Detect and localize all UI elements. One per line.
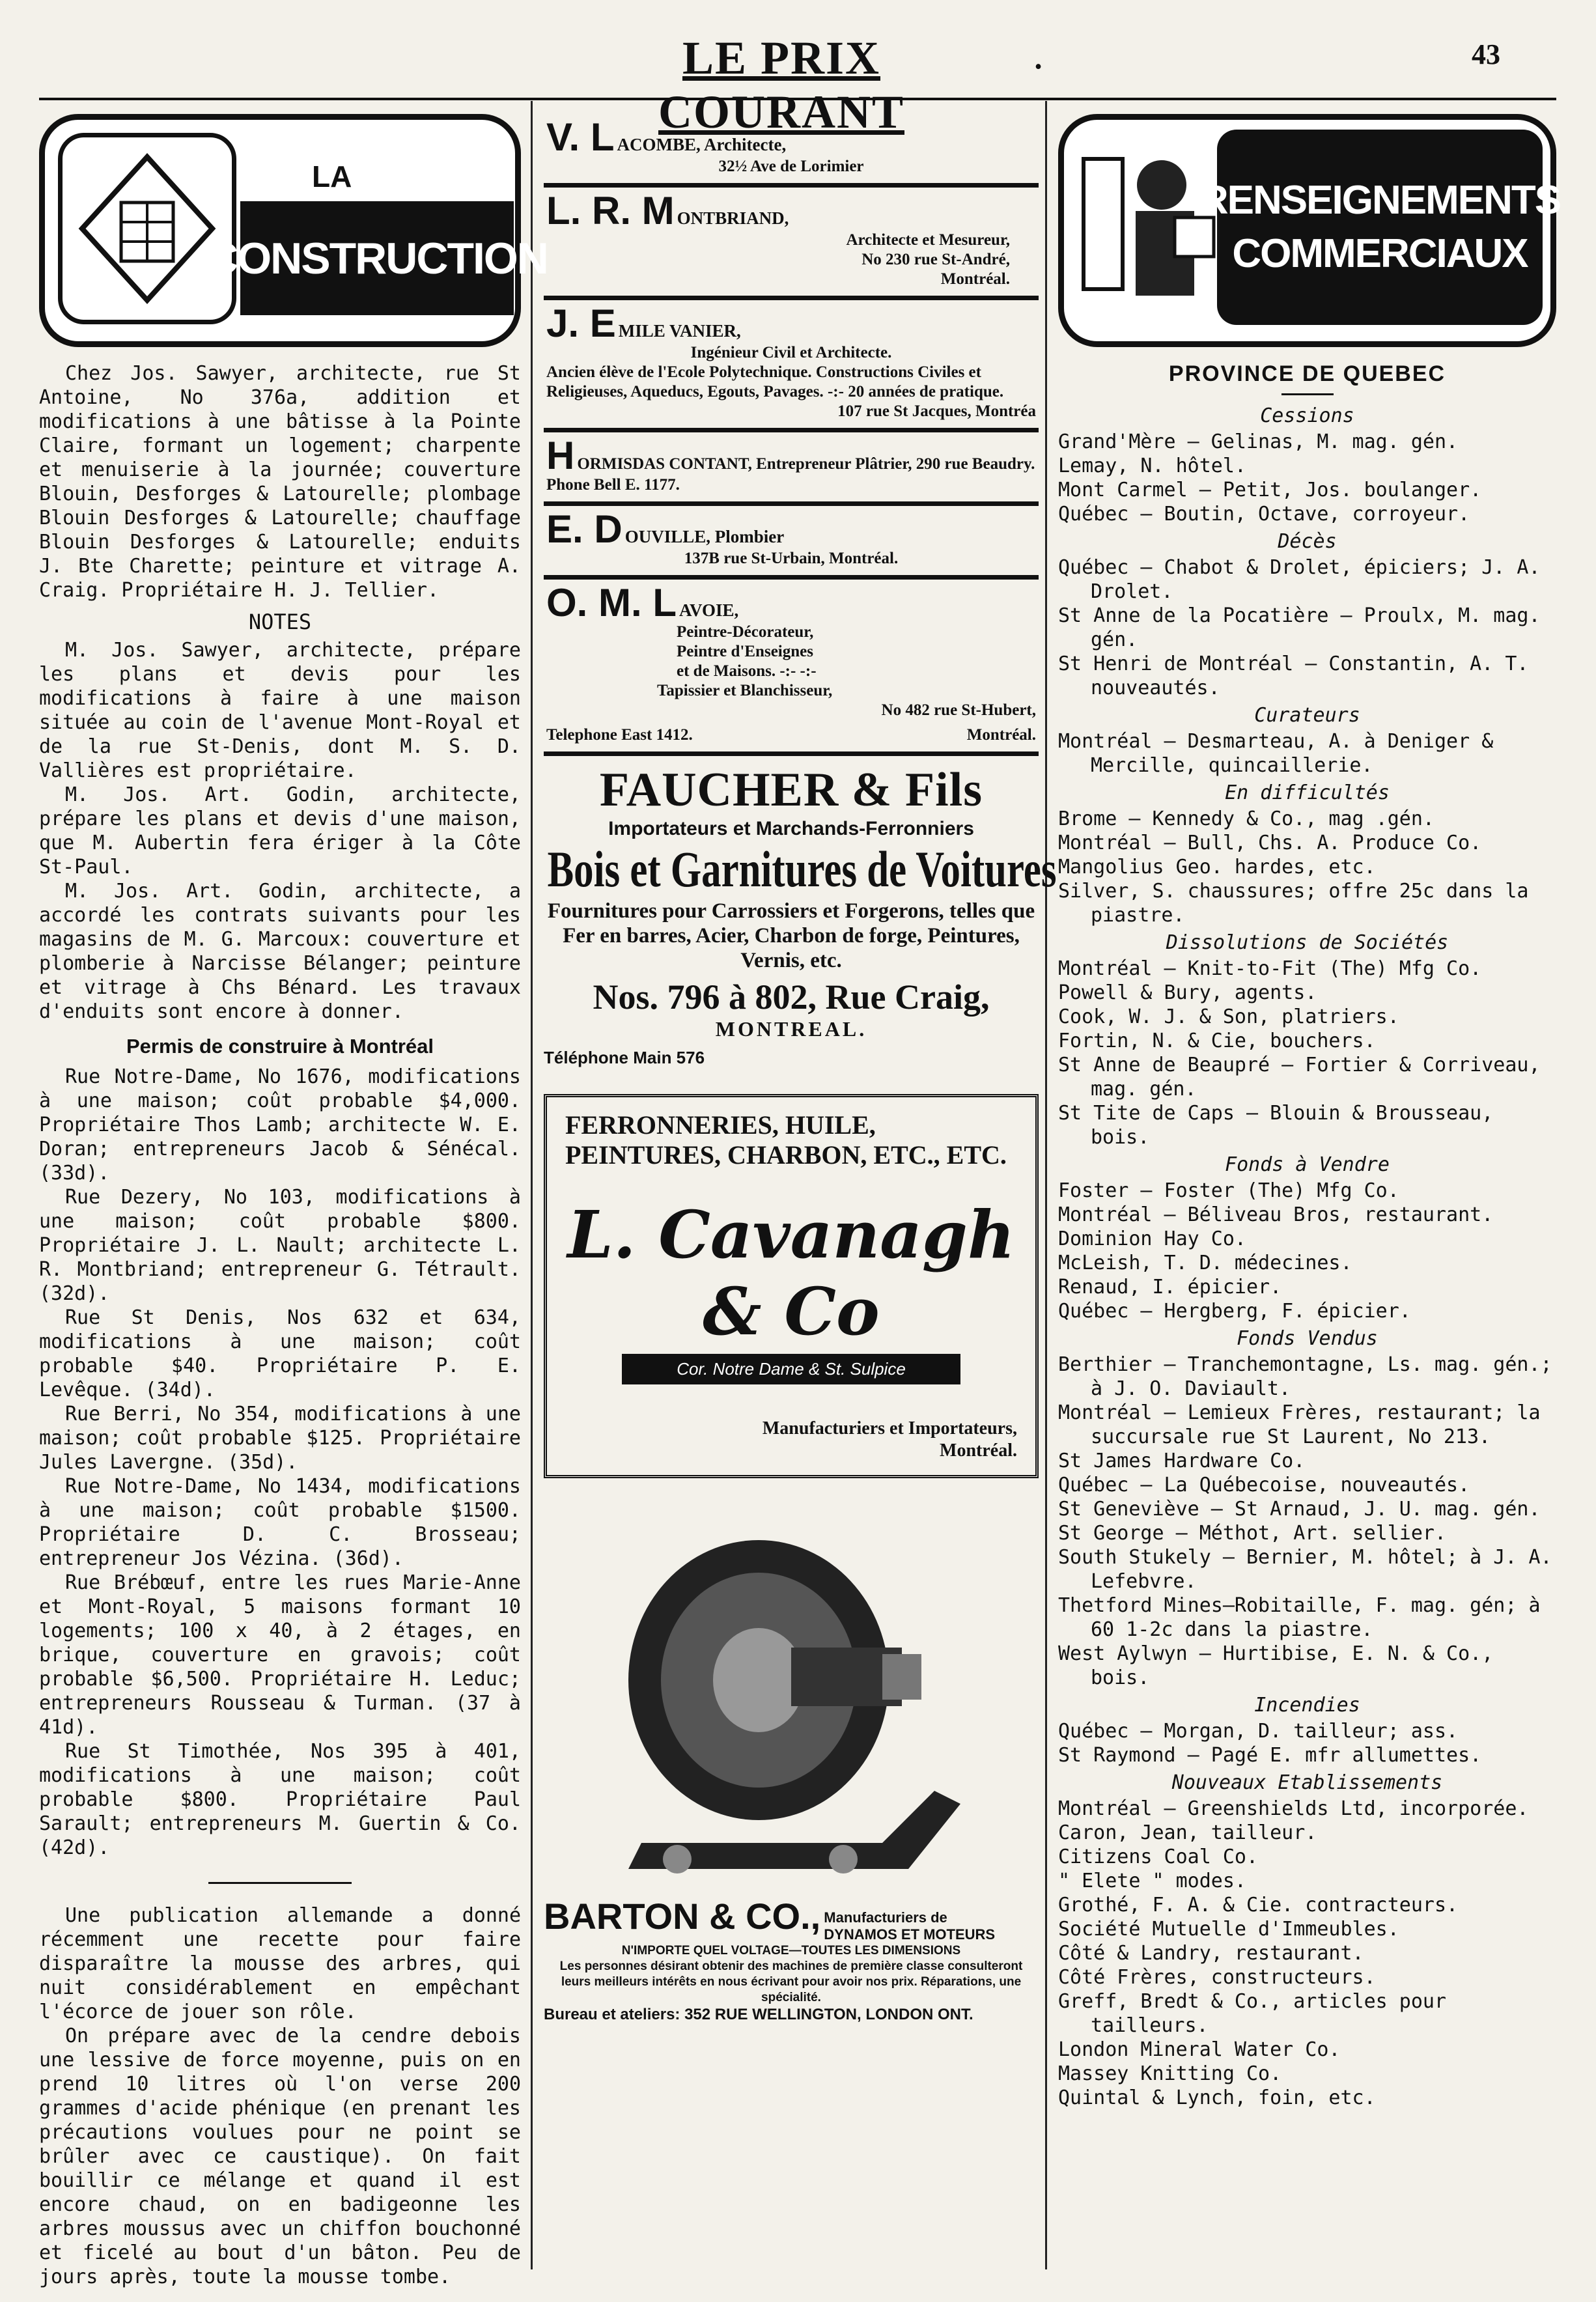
notice-entry: London Mineral Water Co. (1058, 2038, 1341, 2061)
construction-intro: Chez Jos. Sawyer, architecte, rue St Antoine, No 376a, addition et modifications à une bâtisse à la Pointe Claire, formant un logement; charpente et menuiserie à la journée; couverture Blouin, Desforges & Latourelle; plombage Blouin Desforges & Latourelle; chauffage Blouin Desforges & Latourelle; enduits J. Bte Charette; peinture et vitrage A. Craig. Propriétaire H. J. Tellier. (39, 362, 521, 602)
notice-entry: St Henri de Montréal — Constantin, A. T. nouveautés. (1058, 653, 1529, 699)
notice-entry: Cook, W. J. & Son, platriers. (1058, 1005, 1399, 1028)
cavanagh-heading: FERRONNERIES, HUILE, PEINTURES, CHARBON, ETC., ETC. (565, 1110, 1007, 1170)
notice-entry: Foster — Foster (The) Mfg Co. (1058, 1179, 1399, 1202)
ad-lavoie (544, 580, 1039, 756)
notice-entry: Montréal — Lemieux Frères, restaurant; la succursale rue St Laurent, No 213. (1058, 1401, 1541, 1448)
notice-entry: Brome — Kennedy & Co., mag .gén. (1058, 807, 1435, 830)
ad-telephone: Telephone East 1412. (546, 726, 693, 744)
notice-entry: South Stukely — Bernier, M. hôtel; à J. A. Lefebvre. (1058, 1546, 1552, 1593)
column-divider-right (1045, 101, 1047, 2269)
ad-initials: H (546, 434, 575, 477)
notice-entry: Montréal — Desmarteau, A. à Deniger & Mercille, quincaillerie. (1058, 730, 1494, 777)
ad-line: Peintre-Décorateur, (677, 623, 814, 641)
notice-entry: Montréal — Bull, Chs. A. Produce Co. (1058, 832, 1482, 854)
notice-entry: Thetford Mines—Robitaille, F. mag. gén; à 60 1-2c dans la piastre. (1058, 1594, 1541, 1641)
cavanagh-footer-city: Montréal. (940, 1440, 1017, 1461)
notice-entry: Quintal & Lynch, foin, etc. (1058, 2086, 1376, 2109)
permis-entry: Rue Notre-Dame, No 1434, modifications à une maison; coût probable $1500. Propriétaire D. C. Brosseau; entrepreneur Jos Vézina. (36d). (39, 1475, 521, 1570)
renseignements-column (1058, 114, 1561, 2110)
notice-entry: " Elete " modes. (1058, 1870, 1246, 1892)
province-heading: PROVINCE DE QUEBEC (1168, 361, 1446, 386)
notice-entry: Montréal — Greenshields Ltd, incorporée. (1058, 1797, 1529, 1820)
construction-logo-title: CONSTRUCTION (240, 201, 514, 315)
notice-entry: Société Mutuelle d'Immeubles. (1058, 1918, 1399, 1941)
notice-entry: McLeish, T. D. médecines. (1058, 1252, 1352, 1274)
note-paragraph: M. Jos. Art. Godin, architecte, a accordé les contrats suivants pour les magasins de M. G. Marcoux: couverture et plomberie à Narcisse Bélanger; peinture et vitrage à Chs Bénard. Les travaux d'enduits sont encore à donner. (39, 880, 521, 1023)
barton-manufacturer-line: Manufacturiers de (824, 1909, 947, 1926)
barton-description: Les personnes désirant obtenir des machines de première classe consulteront leurs meilleurs intérêts en nous écrivant pour avoir nos prix. Réparations, une spécialité. (559, 1959, 1023, 2004)
permis-entry: Rue St Timothée, Nos 395 à 401, modifications à une maison; coût probable $800. Propriétaire Paul Sarault; entrepreneurs M. Guertin & Co. (42d). (39, 1740, 521, 1859)
renseignements-sections (1058, 404, 1556, 2110)
ads-column (544, 114, 1057, 2024)
notice-entry: Montréal — Béliveau Bros, restaurant. (1058, 1203, 1494, 1226)
permis-heading: Permis de construire à Montréal (126, 1035, 434, 1058)
ad-barton (544, 1504, 1039, 2024)
faucher-description: Fournitures pour Carrossiers et Forgerons, telles que Fer en barres, Acier, Charbon de forge, Peintures, Vernis, etc. (547, 899, 1035, 972)
barton-tagline: N'IMPORTE QUEL VOLTAGE—TOUTES LES DIMENSIONS (621, 1943, 961, 1958)
ad-line: No 482 rue St-Hubert, (881, 701, 1036, 719)
notice-entry: Lemay, N. hôtel. (1058, 455, 1246, 477)
notice-entry: Caron, Jean, tailleur. (1058, 1821, 1317, 1844)
ad-name: ONTBRIAND, (677, 208, 789, 228)
section-heading: Dissolutions de Sociétés (1166, 931, 1449, 954)
section-heading: Fonds Vendus (1237, 1327, 1378, 1350)
notice-entry: Dominion Hay Co. (1058, 1228, 1246, 1250)
notice-entry: St Raymond — Pagé E. mfr allumettes. (1058, 1744, 1482, 1767)
ad-initials: O. M. L (546, 581, 677, 625)
ad-line: Montréal. (940, 270, 1010, 288)
construction-column (39, 114, 548, 2289)
renseignements-title-line: RENSEIGNEMENTS (1199, 178, 1561, 223)
cavanagh-address-band: Cor. Notre Dame & St. Sulpice (622, 1354, 960, 1384)
ad-name: OUVILLE, Plombier (624, 527, 785, 546)
barton-name: BARTON & CO., (544, 1896, 821, 1937)
renseignements-logo (1058, 114, 1561, 347)
ad-line: No 230 rue St-André, (861, 251, 1010, 268)
ad-text: ORMISDAS CONTANT, Entrepreneur Plâtrier, 290 rue Beaudry. Phone Bell E. 1177. (546, 455, 1035, 494)
article-paragraph: On prépare avec de la cendre debois une lessive de force moyenne, puis on en prend 10 litres où l'on verse 200 grammes d'acide phénique (en prenant les précautions voulues pour ne point se brûler avec ce caustique). On fait bouillir ce mélange et quand il est encore chaud, on en badigeonne les arbres moussus avec un chiffon bouchonné et ficelé au bout d'un bâton. Peu de jours après, toute la mousse tombe. (39, 2025, 521, 2288)
notice-entry: St Anne de Beaupré — Fortier & Corriveau, mag. gén. (1058, 1054, 1541, 1101)
notice-entry: Berthier — Tranchemontagne, Ls. mag. gén.; à J. O. Daviault. (1058, 1353, 1552, 1400)
ad-name: AVOIE, (679, 600, 739, 620)
barton-address: Bureau et ateliers: 352 RUE WELLINGTON, LONDON ONT. (544, 2005, 973, 2023)
dynamo-illustration-icon (544, 1504, 1039, 1895)
ad-initials: V. L (546, 115, 615, 159)
ad-initials: J. E (546, 302, 616, 345)
permis-entry: Rue Berri, No 354, modifications à une maison; coût probable $125. Propriétaire Jules Lavergne. (35d). (39, 1403, 521, 1474)
ad-montbriand (544, 188, 1039, 300)
section-divider (208, 1882, 352, 1884)
permis-entry: Rue Dezery, No 103, modifications à une maison; coût probable $800. Propriétaire J. L. Nault; architecte L. R. Montbriand; entrepreneur G. Tétrault. (32d). (39, 1186, 521, 1305)
notes-heading: NOTES (248, 610, 312, 634)
section-heading: Décès (1278, 530, 1337, 553)
ad-name: ACOMBE, Architecte, (617, 135, 787, 154)
notice-entry: Silver, S. chaussures; offre 25c dans la piastre. (1058, 880, 1529, 927)
notice-entry: Grand'Mère — Gelinas, M. mag. gén. (1058, 430, 1459, 453)
notice-entry: Montréal — Knit-to-Fit (The) Mfg Co. (1058, 957, 1482, 980)
ad-line: 107 rue St Jacques, Montréa (837, 402, 1036, 420)
page-number: 43 (1472, 38, 1500, 70)
ad-line: Peintre d'Enseignes (677, 643, 813, 660)
notice-entry: Côté Frères, constructeurs. (1058, 1966, 1376, 1989)
ad-lacombe (544, 114, 1039, 188)
renseignements-title-line: COMMERCIAUX (1232, 231, 1528, 276)
notice-entry: Powell & Bury, agents. (1058, 981, 1317, 1004)
ad-line: Tapissier et Blanchisseur, (657, 682, 833, 699)
permis-entry: Rue St Denis, Nos 632 et 634, modifications à une maison; coût probable $40. Propriétaire P. E. Levêque. (34d). (39, 1306, 521, 1401)
article-paragraph: Une publication allemande a donné récemment une recette pour faire disparaître la mousse des arbres, qui nuit considérablement en empêchant l'écorce de jouer son rôle. (39, 1904, 521, 2023)
ad-cavanagh (544, 1094, 1039, 1478)
barton-products: DYNAMOS ET MOTEURS (824, 1926, 996, 1943)
section-heading: Curateurs (1254, 704, 1360, 727)
ad-douville (544, 506, 1039, 580)
notice-entry: Côté & Landry, restaurant. (1058, 1942, 1364, 1965)
faucher-subtitle: Importateurs et Marchands-Ferronniers (608, 818, 974, 839)
notice-entry: Greff, Bredt & Co., articles pour tailleurs. (1058, 1990, 1447, 2037)
notice-entry: Renaud, I. épicier. (1058, 1276, 1282, 1298)
column-divider-left (531, 101, 533, 2269)
ad-line: Ancien élève de l'Ecole Polytechnique. Constructions Civiles et Religieuses, Aqueducs, Egouts, Pavages. -:- 20 années de pratique. (546, 363, 1004, 400)
ad-city: Montréal. (966, 726, 1036, 744)
note-paragraph: M. Jos. Sawyer, architecte, prépare les plans et devis pour les modifications à faire à une maison située au coin de l'avenue Mont-Royal et de la rue St-Denis, dont M. S. D. Vallières est propriétaire. (39, 639, 521, 782)
notice-entry: Québec — Morgan, D. tailleur; ass. (1058, 1720, 1459, 1743)
ad-initials: E. D (546, 507, 623, 551)
ad-line: 137B rue St-Urbain, Montréal. (684, 550, 899, 567)
faucher-title: FAUCHER & Fils (599, 763, 983, 817)
notice-entry: Québec — Hergberg, F. épicier. (1058, 1300, 1411, 1323)
notice-entry: Mont Carmel — Petit, Jos. boulanger. (1058, 479, 1482, 501)
permis-entry: Rue Brébœuf, entre les rues Marie-Anne et Mont-Royal, 5 maisons formant 10 logements; 100 x 40, à 2 étages, en brique, couverture en gravois; coût probable $6,500. Propriétaire H. Leduc; entrepreneurs Rousseau & Turman. (37 à 41d). (39, 1571, 521, 1739)
notice-entry: Québec — Chabot & Drolet, épiciers; J. A. Drolet. (1058, 556, 1541, 603)
cavanagh-footer-line: Manufacturiers et Importateurs, (762, 1418, 1017, 1439)
faucher-telephone: Téléphone Main 576 (544, 1048, 705, 1067)
notice-entry: St Anne de la Pocatière — Proulx, M. mag. gén. (1058, 604, 1541, 651)
top-rule (39, 98, 1556, 100)
masthead-title: LE PRIX COURANT (658, 32, 904, 138)
permis-entry: Rue Notre-Dame, No 1676, modifications à une maison; coût probable $4,000. Propriétaire Thos Lamb; architecte W. E. Doran; entrepreneurs Jacob & Sénécal. (33d). (39, 1065, 521, 1185)
masthead-dot: . (1032, 33, 1045, 78)
cavanagh-script-logo: L. Cavanagh & Co (567, 1196, 1015, 1350)
notice-entry: St James Hardware Co. (1058, 1450, 1306, 1472)
section-heading: Incendies (1254, 1694, 1360, 1717)
ad-faucher (544, 763, 1057, 1068)
renseignements-title (1199, 130, 1561, 325)
ad-line: Architecte et Mesureur, (846, 231, 1010, 249)
faucher-city: MONTREAL. (715, 1017, 867, 1041)
section-heading: Cessions (1260, 404, 1354, 427)
note-paragraph: M. Jos. Art. Godin, architecte, prépare les plans et devis d'une maison, que M. Aubertin fera ériger à la Côte St-Paul. (39, 783, 521, 878)
notice-entry: St George — Méthot, Art. sellier. (1058, 1522, 1447, 1545)
ad-line: 32½ Ave de Lorimier (718, 158, 864, 175)
faucher-address: Nos. 796 à 802, Rue Craig, (593, 977, 990, 1017)
faucher-headline: Bois et Garnitures de Voitures (547, 841, 1057, 897)
notice-entry: West Aylwyn — Hurtibise, E. N. & Co., bois. (1058, 1642, 1494, 1689)
ad-line: Ingénieur Civil et Architecte. (690, 344, 892, 361)
construction-logo (39, 114, 548, 347)
province-divider (1281, 393, 1334, 395)
notice-entry: Grothé, F. A. & Cie. contracteurs. (1058, 1894, 1459, 1916)
construction-logo-small-label: LA (312, 160, 352, 193)
section-heading: En difficultés (1225, 781, 1390, 804)
construction-emblem-icon (58, 133, 236, 324)
section-heading: Nouveaux Etablissements (1171, 1771, 1443, 1794)
notice-entry: Fortin, N. & Cie, bouchers. (1058, 1030, 1376, 1052)
ad-line: et de Maisons. -:- -:- (677, 662, 817, 680)
notice-entry: St Tite de Caps — Blouin & Brousseau, bois. (1058, 1102, 1494, 1149)
section-heading: Fonds à Vendre (1225, 1153, 1390, 1176)
notice-entry: Québec — La Québecoise, nouveautés. (1058, 1474, 1470, 1496)
ad-name: MILE VANIER, (618, 321, 741, 341)
ad-contant (544, 432, 1039, 506)
ad-initials: L. R. M (546, 189, 675, 232)
notice-entry: Massey Knitting Co. (1058, 2062, 1282, 2085)
notice-entry: Citizens Coal Co. (1058, 1846, 1259, 1868)
notice-entry: Québec — Boutin, Octave, corroyeur. (1058, 503, 1470, 526)
ad-vanier (544, 300, 1039, 432)
notice-entry: Mangolius Geo. hardes, etc. (1058, 856, 1376, 878)
notice-entry: St Geneviève — St Arnaud, J. U. mag. gén. (1058, 1498, 1541, 1521)
